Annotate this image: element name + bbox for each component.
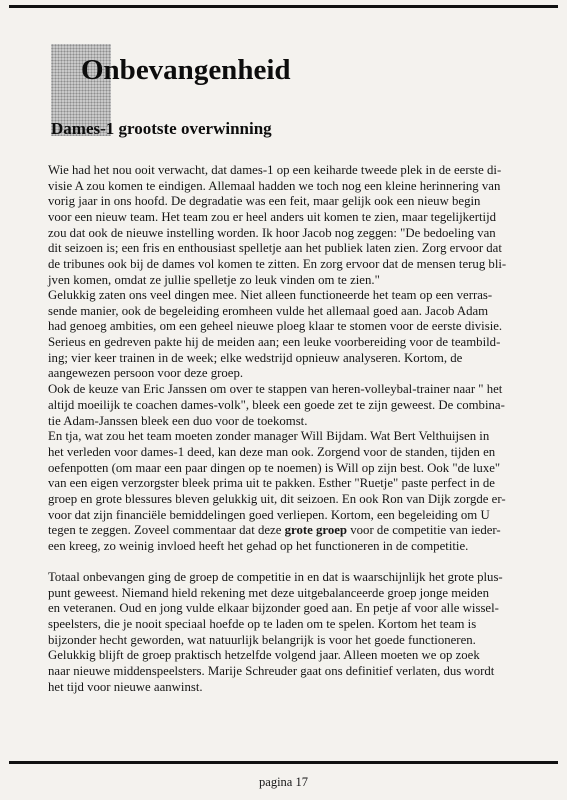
text-line: visie A zou komen te eindigen. Allemaal hadden we toch nog een kleine herinnering van [48, 178, 501, 193]
paragraph-2 [48, 288, 518, 555]
text-line: bijzonder hecht geworden, wat natuurlijk belangrijk is voor het goede functioneren. [48, 632, 476, 647]
page-title: Onbevangenheid [81, 54, 291, 86]
text-line: jven komen, omdat ze jullie spelletje zo leuk vinden om te zien." [48, 272, 380, 287]
text-line: tie Adam-Janssen bleek een duo voor de toekomst. [48, 413, 308, 428]
text-line: ing; vier keer trainen in de week; elke wedstrijd opnieuw analyseren. Kortom, de [48, 350, 463, 365]
text-line: En tja, wat zou het team moeten zonder manager Will Bijdam. Wat Bert Velthuijsen in [48, 429, 490, 444]
text-line: van een eigen verzorgster bleek prima uit te pakken. Esther "Ruetje" paste perfect in de [48, 476, 495, 491]
text-line: aangewezen persoon voor deze groep. [48, 366, 244, 381]
text-fragment: voor de competitie van ieder- [347, 523, 501, 538]
text-line: een kreeg, zo weinig invloed heeft het gehad op het functioneren in de competitie. [48, 539, 469, 553]
article-subtitle: Dames-1 grootste overwinning [51, 119, 272, 138]
bottom-rule [9, 761, 558, 764]
text-line: punt geweest. Niemand hield rekening met deze uitgebalanceerde groep jonge meiden [48, 585, 489, 600]
text-line: Totaal onbevangen ging de groep de competitie in en dat is waarschijnlijk het grote plus- [48, 570, 503, 584]
top-rule [9, 5, 558, 8]
text-line: dit seizoen is; een fris en enthousiast spelletje aan het publiek laten zien. Zorg ervoor dat [48, 241, 502, 256]
text-line [48, 523, 518, 539]
paragraph-1 [48, 163, 518, 289]
text-line: Ook de keuze van Eric Janssen om over te stappen van heren-volleybal-trainer naar " het [48, 382, 503, 397]
text-line: Serieus en gedreven pakte hij de meiden aan; een leuke voorbereiding voor de teambild- [48, 335, 501, 350]
text-line: oefenpotten (om maar een paar dingen op te noemen) is Will op zijn best. Ook "de luxe" [48, 460, 501, 475]
text-fragment: tegen te zeggen. Zoveel commentaar dat deze [48, 523, 285, 538]
text-line: het tijd voor nieuwe aanwinst. [48, 679, 203, 694]
text-line: vorig jaar in ons hoofd. De degradatie was een feit, maar gelijk ook een nieuw begin [48, 194, 481, 209]
text-line: de tribunes ook bij de dames vol komen te zitten. En zorg ervoor dat de mensen terug bli- [48, 257, 507, 272]
text-line: altijd moeilijk te coachen dames-volk", bleek een goede zet te zijn geweest. De combina- [48, 397, 505, 412]
text-line: Gelukkig zaten ons veel dingen mee. Niet alleen functioneerde het team op een verras- [48, 288, 493, 302]
text-line: groep en grote blessures bleven gelukkig uit, dit seizoen. En ook Ron van Dijk zorgde er- [48, 491, 506, 506]
text-line: voor dat zijn financiële bemiddelingen goed verliepen. Kortom, een begeleiding om U [48, 507, 490, 522]
text-line: had genoeg ambities, om een geheel nieuwe ploeg klaar te stomen voor de eerste divisie. [48, 319, 503, 334]
page-number: pagina 17 [259, 775, 308, 789]
paragraph-3 [48, 570, 518, 696]
text-line: voor een nieuw team. Het team zou er heel anders uit komen te zien, maar tegelijkertijd [48, 210, 497, 225]
text-line: zou dat ook de nieuwe instelling worden. Ik hoor Jacob nog zeggen: "De bedoeling van [48, 225, 496, 240]
text-line: Wie had het nou ooit verwacht, dat dames-1 op een keiharde tweede plek in de eerste di- [48, 163, 502, 177]
text-line: en veteranen. Oud en jong vulde elkaar bijzonder goed aan. En petje af voor alle wissel- [48, 601, 499, 616]
text-line: sende manier, ook de begeleiding eromheen vulde het allemaal goed aan. Jacob Adam [48, 303, 489, 318]
text-line: het verleden voor dames-1 deed, kan deze man ook. Zorgend voor de standen, tijden en [48, 444, 496, 459]
text-line: Gelukkig blijft de groep praktisch hetzelfde volgend jaar. Alleen moeten we op zoek [48, 648, 480, 663]
bold-phrase: grote groep [284, 523, 348, 538]
text-line: naar nieuwe middenspeelsters. Marije Schreuder gaat ons definitief verlaten, dus wordt [48, 664, 495, 679]
text-line: speelsters, die je nooit speciaal hoefde op te laden om te spelen. Kortom het team is [48, 617, 477, 632]
